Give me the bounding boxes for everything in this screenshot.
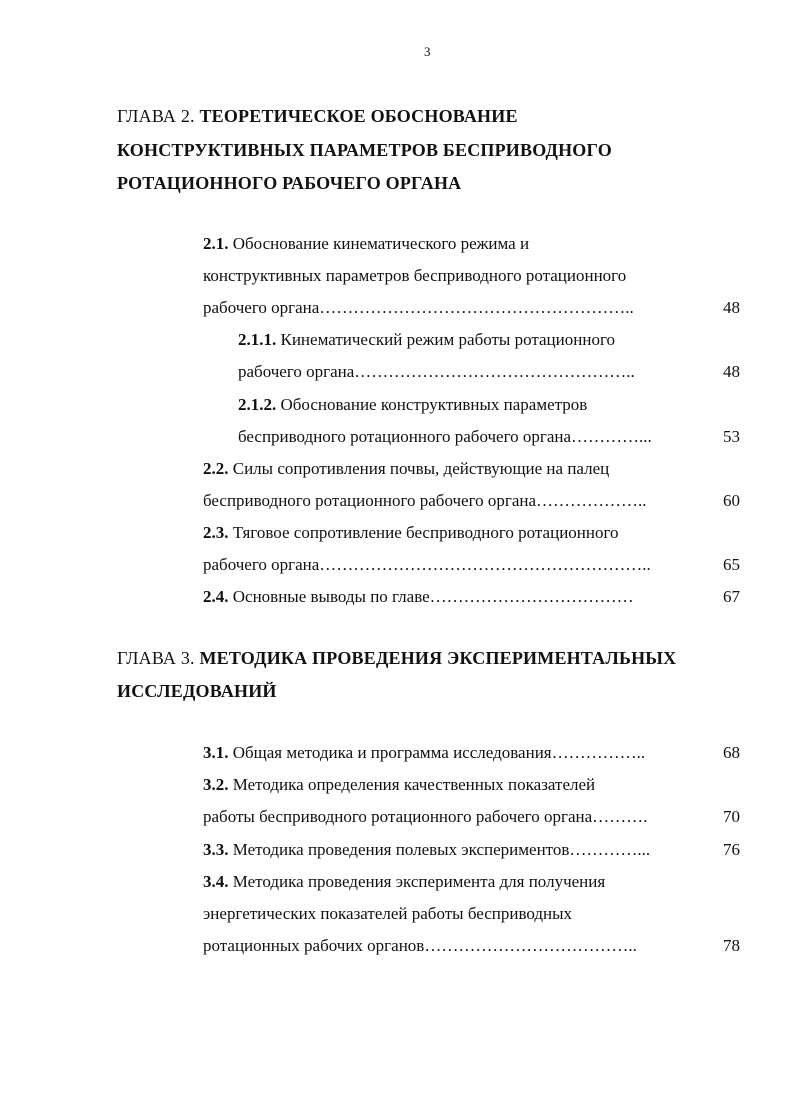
- toc-page-number: 70: [723, 807, 740, 826]
- toc-entry-2-1[interactable]: [0, 234, 740, 258]
- chapter-3-title-line-1: МЕТОДИКА ПРОВЕДЕНИЯ ЭКСПЕРИМЕНТАЛЬНЫХ: [199, 648, 677, 668]
- toc-text: рабочего органа………………………………………………..: [203, 298, 634, 317]
- toc-text: Тяговое сопротивление бесприводного ротационного: [232, 523, 619, 542]
- toc-page-number: 48: [723, 362, 740, 381]
- chapter-2-title-line-2: КОНСТРУКТИВНЫХ ПАРАМЕТРОВ БЕСПРИВОДНОГО: [117, 140, 612, 160]
- toc-entry-3-3[interactable]: [0, 840, 740, 864]
- toc-page-number: 76: [723, 840, 740, 859]
- toc-number: 2.4.: [203, 587, 229, 606]
- toc-number: 2.3.: [203, 523, 229, 542]
- toc-entry-2-1-line-3: [0, 298, 740, 322]
- chapter-2-title-line-1: ТЕОРЕТИЧЕСКОЕ ОБОСНОВАНИЕ: [199, 106, 518, 126]
- toc-text: Методика проведения эксперимента для получения: [232, 872, 606, 891]
- chapter-3-title-line-2-row: [117, 681, 277, 702]
- toc-entry-2-1-line-2: [0, 266, 740, 290]
- chapter-2-heading: [117, 106, 518, 127]
- toc-text: Общая методика и программа исследования……………..: [232, 743, 646, 762]
- toc-number: 2.1.2.: [238, 395, 277, 414]
- chapter-2-title-line-3: РОТАЦИОННОГО РАБОЧЕГО ОРГАНА: [117, 173, 462, 193]
- toc-page-number: 60: [723, 491, 740, 510]
- toc-entry-2-1-2-line-2: [0, 427, 740, 451]
- page-number: 3: [424, 44, 431, 59]
- toc-page-number: 48: [723, 298, 740, 317]
- toc-text: рабочего органа…………………………………………..: [238, 362, 635, 381]
- toc-entry-2-4[interactable]: [0, 587, 740, 611]
- chapter-3-prefix: ГЛАВА 3.: [117, 648, 195, 668]
- toc-entry-2-3-line-2: [0, 555, 740, 579]
- toc-entry-2-2[interactable]: [0, 459, 740, 483]
- chapter-2-title-line-2-row: [117, 140, 612, 161]
- toc-entry-3-1[interactable]: [0, 743, 740, 767]
- toc-entry-2-3[interactable]: [0, 523, 740, 547]
- toc-text: конструктивных параметров бесприводного ротационного: [203, 266, 627, 285]
- toc-number: 3.2.: [203, 775, 229, 794]
- chapter-2-prefix: ГЛАВА 2.: [117, 106, 195, 126]
- toc-text: бесприводного ротационного рабочего органа…………...: [238, 427, 652, 446]
- toc-page-number: 65: [723, 555, 740, 574]
- toc-page-number: 78: [723, 936, 740, 955]
- toc-entry-2-1-2[interactable]: [0, 395, 740, 419]
- toc-text: Основные выводы по главе………………………………: [232, 587, 634, 606]
- toc-text: ротационных рабочих органов………………………………..: [203, 936, 637, 955]
- toc-page-number: 67: [723, 587, 740, 606]
- toc-entry-2-1-1[interactable]: [0, 330, 740, 354]
- toc-text: энергетических показателей работы бесприводных: [203, 904, 573, 923]
- toc-text: Обоснование конструктивных параметров: [280, 395, 588, 414]
- toc-number: 3.4.: [203, 872, 229, 891]
- toc-text: Силы сопротивления почвы, действующие на палец: [232, 459, 610, 478]
- toc-text: Методика проведения полевых экспериментов…………...: [232, 840, 651, 859]
- toc-number: 3.1.: [203, 743, 229, 762]
- toc-text: бесприводного ротационного рабочего органа………………..: [203, 491, 647, 510]
- toc-entry-3-2[interactable]: [0, 775, 740, 799]
- toc-page-number: 68: [723, 743, 740, 762]
- chapter-2-title-line-3-row: [117, 173, 461, 194]
- toc-page-number: 53: [723, 427, 740, 446]
- toc-entry-3-4-line-3: [0, 936, 740, 960]
- toc-text: рабочего органа…………………………………………………..: [203, 555, 651, 574]
- chapter-3-title-line-2: ИССЛЕДОВАНИЙ: [117, 681, 277, 701]
- toc-text: Обоснование кинематического режима и: [232, 234, 530, 253]
- toc-text: Кинематический режим работы ротационного: [280, 330, 615, 349]
- toc-number: 2.1.1.: [238, 330, 277, 349]
- toc-entry-2-2-line-2: [0, 491, 740, 515]
- toc-entry-3-2-line-2: [0, 807, 740, 831]
- toc-entry-2-1-1-line-2: [0, 362, 740, 386]
- toc-text: Методика определения качественных показателей: [232, 775, 596, 794]
- toc-number: 2.1.: [203, 234, 229, 253]
- chapter-3-heading: [117, 648, 676, 669]
- toc-number: 3.3.: [203, 840, 229, 859]
- toc-entry-3-4-line-2: [0, 904, 740, 928]
- toc-text: работы бесприводного ротационного рабочего органа……….: [203, 807, 648, 826]
- toc-entry-3-4[interactable]: [0, 872, 740, 896]
- toc-number: 2.2.: [203, 459, 229, 478]
